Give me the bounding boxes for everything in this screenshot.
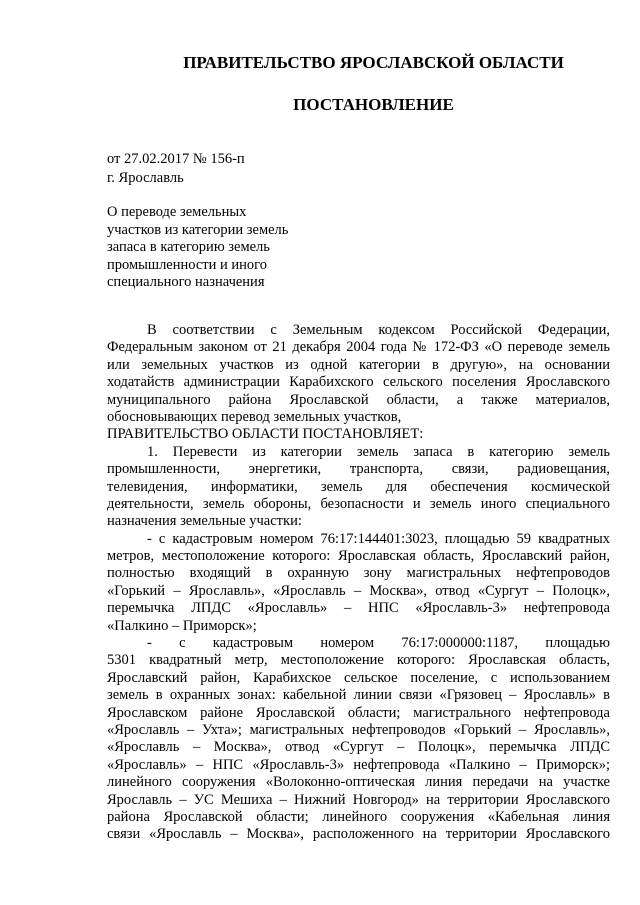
body-line: «Палкино – Приморск»;	[107, 617, 257, 634]
document-meta	[107, 150, 245, 188]
body-line: 5301 квадратный метр, местоположение которого: Ярославская область,	[107, 652, 610, 669]
body-line: промышленности, энергетики, транспорта, связи, радиовещания,	[107, 461, 610, 478]
document-body	[107, 322, 610, 844]
body-line: назначения земельные участки:	[107, 513, 302, 530]
body-line: - с кадастровым номером 76:17:144401:3023, площадью 59 квадратных	[147, 530, 610, 547]
body-line: Ярославском районе Ярославской области; магистрального нефтепровода	[107, 704, 610, 721]
body-line: земель в охранных зонах: кабельной линии связи «Грязовец – Ярославль» в	[107, 687, 610, 704]
body-line: перемычка ЛПДС «Ярославль» – НПС «Ярославль-3» нефтепровода	[107, 600, 610, 617]
body-line: Ярославский район, Карабихское сельское поселение, с использованием	[107, 669, 610, 686]
body-line: «Ярославль – Москва», отвод «Сургут – Полоцк», перемычка ЛПДС	[107, 739, 610, 756]
body-line: «Ярославль – Ухта»; магистральных нефтепроводов «Горький – Ярославль»,	[107, 721, 610, 738]
body-line: 1. Перевести из категории земель запаса в категорию земель	[147, 443, 610, 460]
body-line: «Ярославль» – НПС «Ярославль-3» нефтепровода «Палкино – Приморск»;	[107, 756, 610, 773]
body-line: или земельных участков из одной категории в другую», на основании	[107, 356, 610, 373]
body-line: деятельности, земель обороны, безопасности и земель иного специального	[107, 495, 610, 512]
body-line: обосновывающих перевод земельных участков,	[107, 408, 402, 425]
city: г. Ярославль	[107, 170, 184, 186]
body-line: Федеральным законом от 21 декабря 2004 года № 172-ФЗ «О переводе земель	[107, 339, 610, 356]
body-line: телевидения, информатики, земель для обеспечения космической	[107, 478, 610, 495]
body-line: «Горький – Ярославль», «Ярославль – Москва», отвод «Сургут – Полоцк»,	[107, 582, 610, 599]
body-line: ходатайств администрации Карабихского сельского поселения Ярославского	[107, 374, 610, 391]
body-line: линейного сооружения «Волоконно-оптическая линия передачи на участке	[107, 774, 610, 791]
body-line: Ярославль – УС Мешиха – Нижний Новгород» на территории Ярославского	[107, 791, 610, 808]
body-line: связи «Ярославль – Москва», расположенного на территории Ярославского	[107, 826, 610, 843]
government-title: ПРАВИТЕЛЬСТВО ЯРОСЛАВСКОЙ ОБЛАСТИ	[183, 53, 564, 72]
body-line: - с кадастровым номером 76:17:000000:1187, площадью	[147, 635, 610, 652]
body-line: района Ярославской области; линейного сооружения «Кабельная линия	[107, 808, 610, 825]
body-line: метров, местоположение которого: Ярославская область, Ярославский район,	[107, 548, 610, 565]
document-type-title: ПОСТАНОВЛЕНИЕ	[293, 95, 454, 114]
body-line: В соответствии с Земельным кодексом Российской Федерации,	[147, 322, 610, 338]
body-line: ПРАВИТЕЛЬСТВО ОБЛАСТИ ПОСТАНОВЛЯЕТ:	[107, 426, 424, 443]
date-number: от 27.02.2017 № 156-п	[107, 151, 245, 167]
subject-line: О переводе земельных	[107, 204, 247, 220]
document-subject	[107, 204, 288, 292]
subject-line: промышленности и иного	[107, 256, 268, 273]
subject-line: участков из категории земель	[107, 221, 289, 238]
subject-line: запаса в категорию земель	[107, 239, 270, 255]
body-line: муниципального района Ярославской области, а также материалов,	[107, 391, 610, 408]
subject-line: специального назначения	[107, 274, 265, 290]
body-line: полностью входящий в охранную зону магистральных нефтепроводов	[107, 565, 610, 582]
